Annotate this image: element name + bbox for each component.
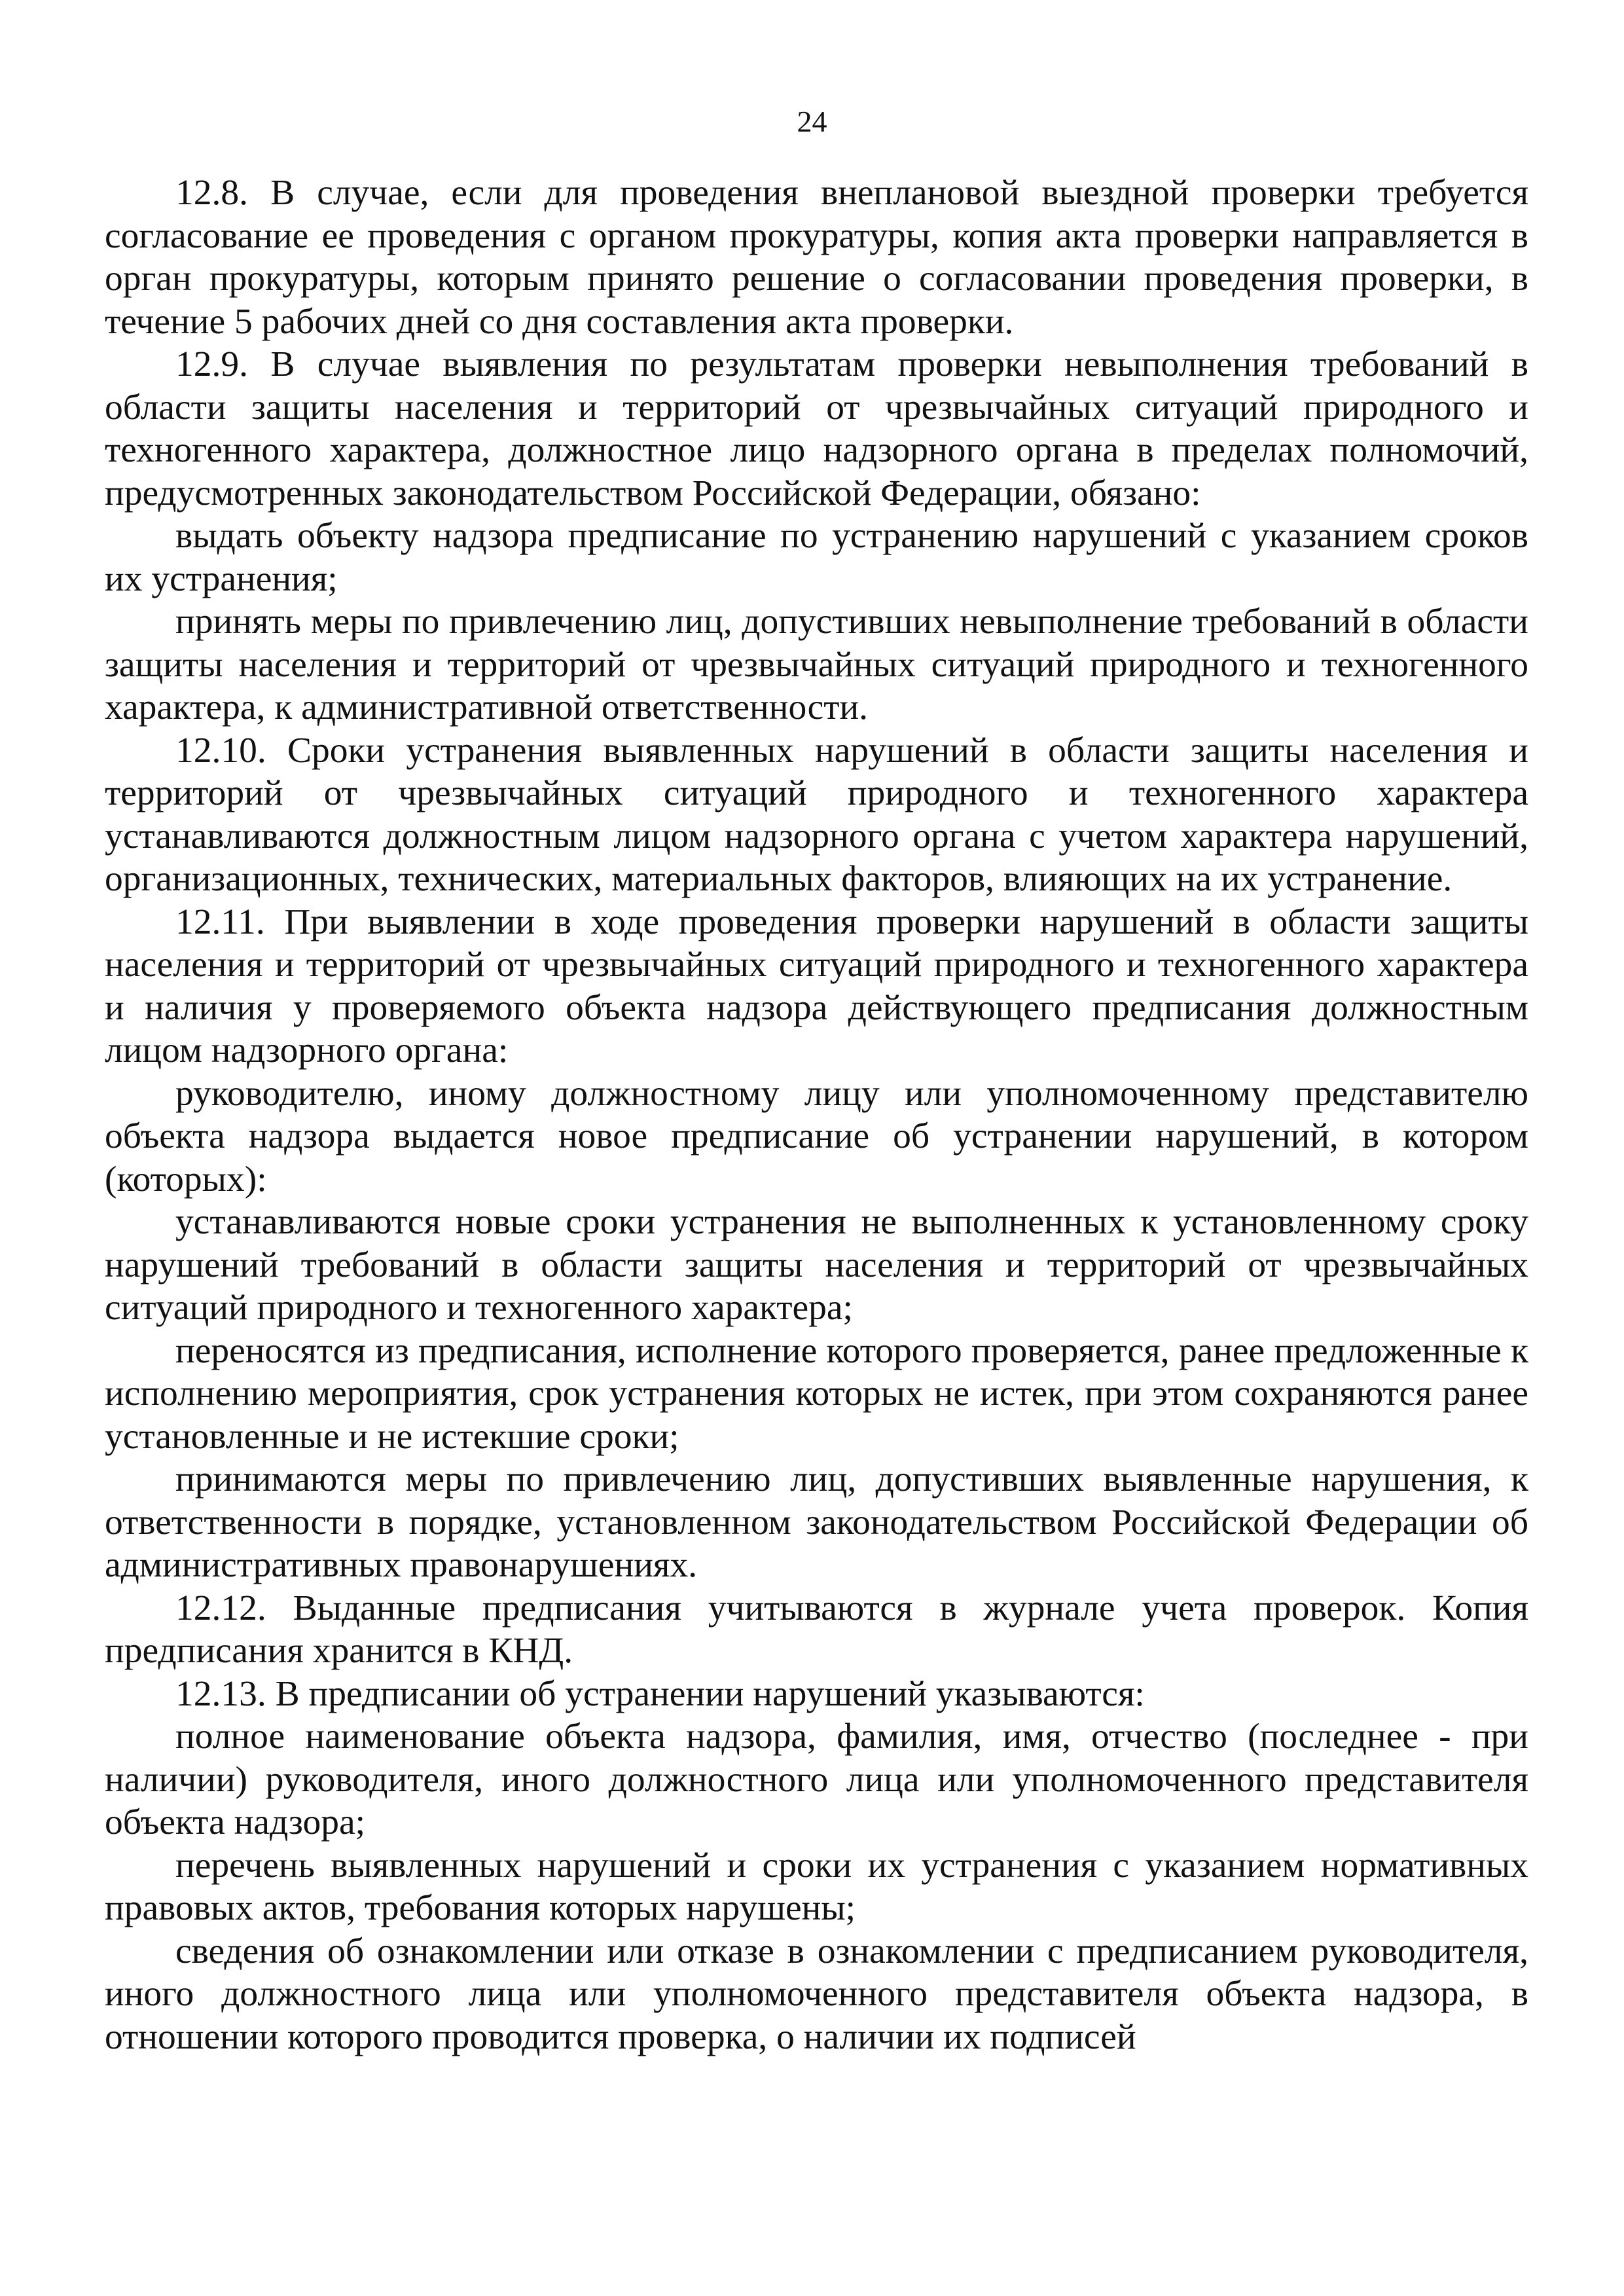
paragraph-12-10: 12.10. Сроки устранения выявленных нарушений в области защиты населения и территорий от чрезвычайных ситуаций природного и техногенного характера устанавливаются должностным лицом надзорного органа с учетом характера нарушений, организационных, технических, материальных факторов, влияющих на их устранение. bbox=[105, 730, 1528, 899]
paragraph-12-8: 12.8. В случае, если для проведения внеплановой выездной проверки требуется согласование ее проведения с органом прокуратуры, копия акта проверки направляется в орган прокуратуры, которым принято решение о согласовании проведения проверки, в течение 5 рабочих дней со дня составления акта проверки. bbox=[105, 173, 1528, 342]
paragraph-12-11-item-1: руководителю, иному должностному лицу или уполномоченному представителю объекта надзора выдается новое предписание об устранении нарушений, в котором (которых): bbox=[105, 1073, 1528, 1199]
paragraph-12-11-item-3: переносятся из предписания, исполнение которого проверяется, ранее предложенные к исполнению мероприятия, срок устранения которых не истек, при этом сохраняются ранее установленные и не истекшие сроки; bbox=[105, 1330, 1528, 1457]
document-body bbox=[105, 172, 1528, 2058]
paragraph-12-13-item-2: перечень выявленных нарушений и сроки их устранения с указанием нормативных правовых актов, требования которых нарушены; bbox=[105, 1845, 1528, 1928]
paragraph-12-9-item-2: принять меры по привлечению лиц, допустивших невыполнение требований в области защиты населения и территорий от чрезвычайных ситуаций природного и техногенного характера, к административной ответственности. bbox=[105, 602, 1528, 727]
paragraph-12-13-item-1: полное наименование объекта надзора, фамилия, имя, отчество (последнее - при наличии) руководителя, иного должностного лица или уполномоченного представителя объекта надзора; bbox=[105, 1717, 1528, 1842]
page-number: 24 bbox=[797, 105, 827, 138]
paragraph-12-11-item-4: принимаются меры по привлечению лиц, допустивших выявленные нарушения, к ответственности в порядке, установленном законодательством Российской Федерации об административных правонарушениях. bbox=[105, 1459, 1528, 1585]
paragraph-12-13-item-3: сведения об ознакомлении или отказе в ознакомлении с предписанием руководителя, иного должностного лица или уполномоченного представителя объекта надзора, в отношении которого проводится проверка, о наличии их подписей bbox=[105, 1931, 1528, 2057]
paragraph-12-13: 12.13. В предписании об устранении нарушений указываются: bbox=[175, 1673, 1145, 1714]
paragraph-12-9: 12.9. В случае выявления по результатам проверки невыполнения требований в области защиты населения и территорий от чрезвычайных ситуаций природного и техногенного характера, должностное лицо надзорного органа в пределах полномочий, предусмотренных законодательством Российской Федерации, обязано: bbox=[105, 344, 1528, 513]
paragraph-12-9-item-1: выдать объекту надзора предписание по устранению нарушений с указанием сроков их устранения; bbox=[105, 516, 1528, 599]
paragraph-12-12: 12.12. Выданные предписания учитываются в журнале учета проверок. Копия предписания хранится в КНД. bbox=[105, 1588, 1528, 1671]
paragraph-12-11-item-2: устанавливаются новые сроки устранения не выполненных к установленному сроку нарушений требований в области защиты населения и территорий от чрезвычайных ситуаций природного и техногенного характера; bbox=[105, 1202, 1528, 1328]
paragraph-12-11: 12.11. При выявлении в ходе проведения проверки нарушений в области защиты населения и территорий от чрезвычайных ситуаций природного и техногенного характера и наличия у проверяемого объекта надзора действующего предписания должностным лицом надзорного органа: bbox=[105, 902, 1528, 1070]
